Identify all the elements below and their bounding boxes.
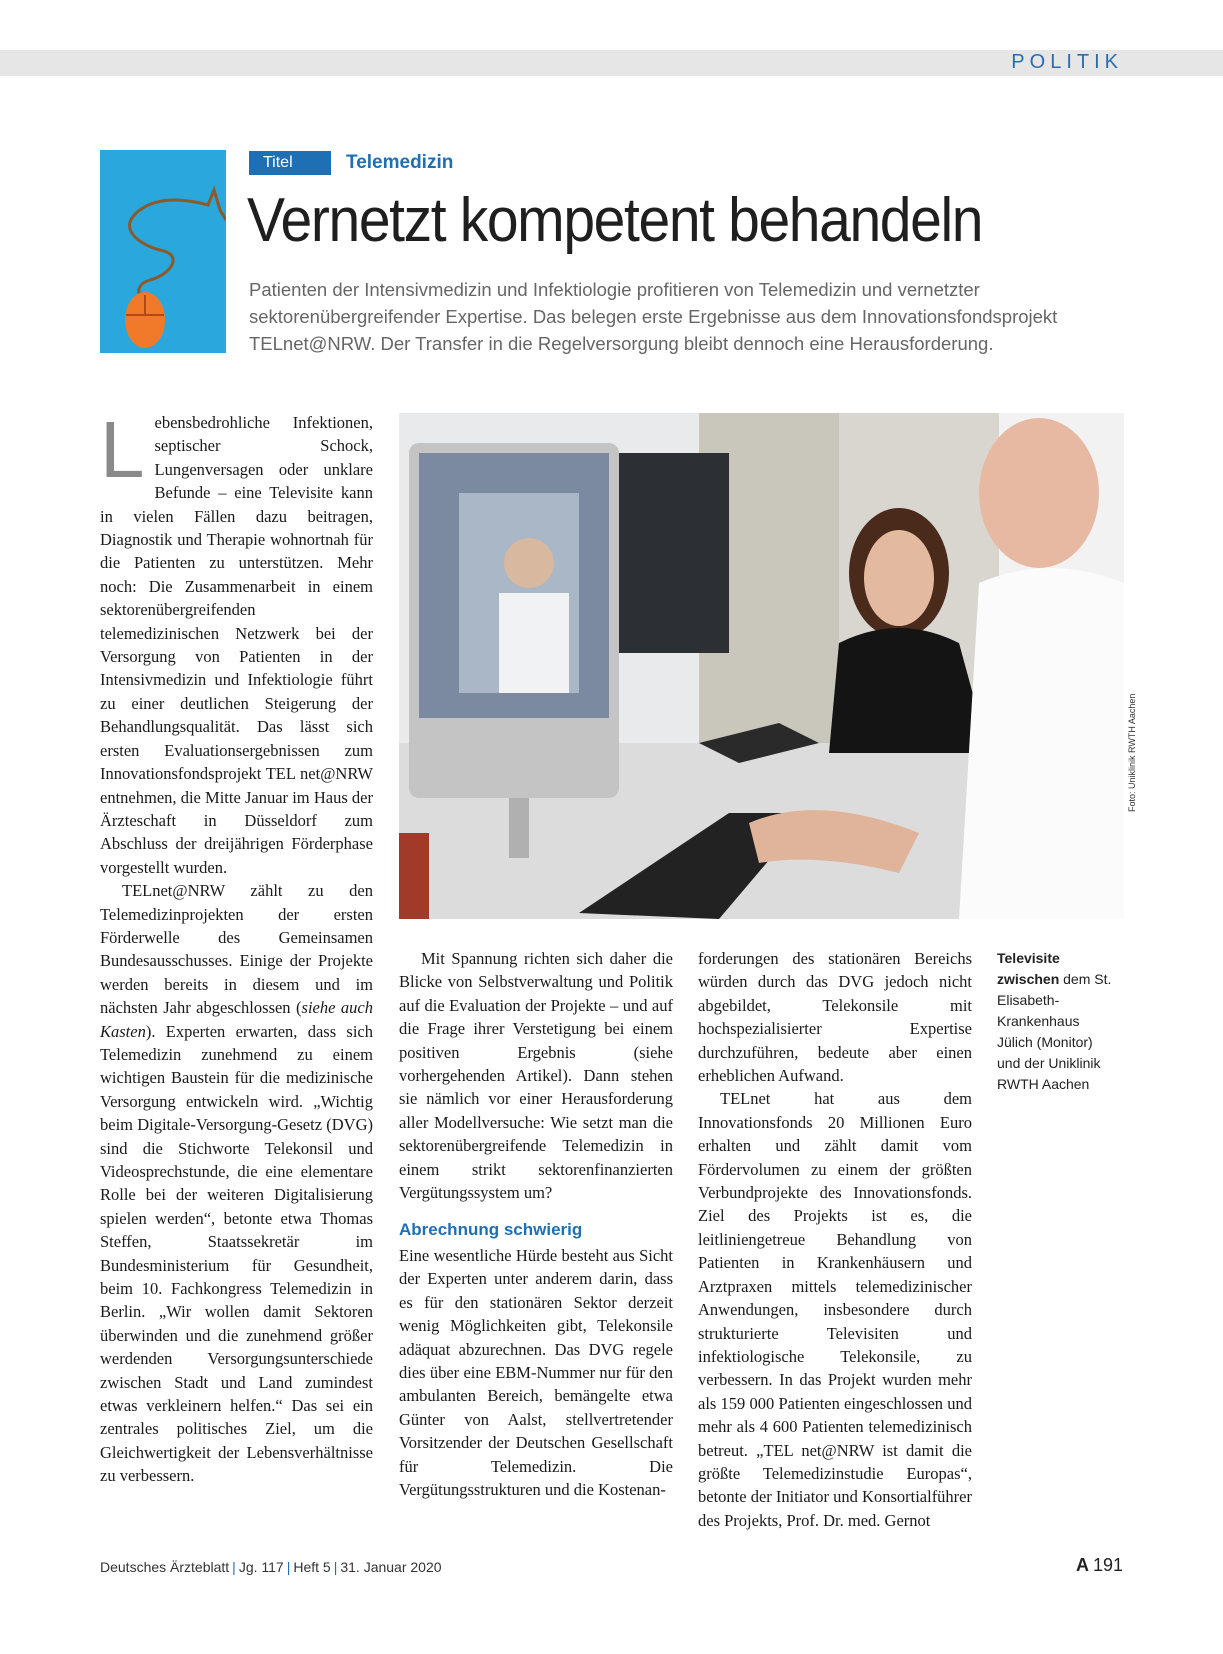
article-photo xyxy=(399,413,1124,919)
paragraph: Mit Spannung richten sich daher die Blicke von Selbstverwaltung und Politik auf die Evaluation der Projekte – und auf die Frage ihrer Verstetigung bei einem positiven Ergebnis (siehe vorhergehenden Artikel). Dann stehen sie nämlich vor einer Herausforderung aller Modellversuche: Wie setzt man die sektorenübergreifende Telemedizin in einem strikt sektorenfinanzierten Vergütungssystem um? xyxy=(399,949,673,1203)
paragraph: TELnet hat aus dem Innovationsfonds 20 Millionen Euro erhalten und zählt damit vom Fördervolumen zu einem der größten Verbundprojekte des Innovationsfonds. Ziel des Projekts ist es, die leitliniengetreue Behandlung von Patienten in Krankenhäusern und Arztpraxen mittels telemedizinischer Anwendungen, insbesondere durch strukturierte Televisiten und infektiologische Telekonsile, zu verbessern. In das Projekt wurden mehr als 159 000 Patienten eingeschlossen und mehr als 4 600 Patienten telemedizinisch betreut. „TEL net@NRW ist damit die größte Telemedizinstudie Europas“, betonte der Initiator und Konsortialführer des Projekts, Prof. Dr. med. Gernot xyxy=(698,1089,972,1530)
telemedizin-mouse-icon xyxy=(100,150,226,353)
subheading: Abrechnung schwierig xyxy=(399,1220,583,1240)
column-1 xyxy=(100,405,373,1488)
footer-volume: Jg. 117 xyxy=(238,1559,284,1575)
kicker-topic: Telemedizin xyxy=(346,152,454,173)
photo-caption: Televisite zwischen dem St. Elisabeth-Krankenhaus Jülich (Monitor) und der Uniklinik RWTH Aachen xyxy=(997,950,1112,1092)
kicker-box: Titel xyxy=(249,151,331,175)
column-3 xyxy=(698,947,972,1532)
paragraph: Lebensbedrohliche Infektionen, septischer Schock, Lungenversagen oder unklare Befunde – eine Televisite kann in vielen Fällen dazu beitragen, Diagnostik und Therapie wohnortnah für die Patienten zu unterstützen. Mehr noch: Die Zusammenarbeit in einem sektorenübergreifenden telemedizinischen Netzwerk bei der Versorgung von Patienten in der Intensivmedizin und Infektiologie führt zu einer deutlichen Steigerung der Behandlungsqualität. Das lässt sich ersten Evaluationsergebnissen zum Innovationsfondsprojekt TEL net@NRW entnehmen, die Mitte Januar im Haus der Ärzteschaft in Düsseldorf zum Abschluss der dreijährigen Förderphase vorgestellt wurden. xyxy=(100,405,373,877)
paragraph: Eine wesentliche Hürde besteht aus Sicht der Experten unter anderem darin, dass es für den stationären Sektor derzeit wenig Möglichkeiten gibt, Telekonsile adäquat abzurechnen. Das DVG regele dies über eine EBM-Nummer nur für den ambulanten Bereich, bemängelte etwa Günter von Aalst, stellvertretender Vorsitzender der Deutschen Gesellschaft für Telemedizin. Die Vergütungsstrukturen und die Kostenan- xyxy=(399,1245,673,1499)
photo-credit: Foto: Uniklinik RWTH Aachen xyxy=(1127,693,1137,812)
column-2 xyxy=(399,947,673,1501)
footer-issue: Heft 5 xyxy=(293,1559,331,1575)
dropcap: L xyxy=(100,405,145,494)
footer-journal: Deutsches Ärzteblatt xyxy=(100,1559,230,1575)
paragraph: forderungen des stationären Bereichs würden durch das DVG jedoch nicht abgebildet, Telekonsile mit hochspezialisierter Expertise durchzuführen, bedeute aber einen erheblichen Aufwand. xyxy=(698,949,972,1086)
page-number: A 191 xyxy=(1075,1555,1123,1575)
article-lead: Patienten der Intensivmedizin und Infektiologie profitieren von Telemedizin und vernetzter sektorenübergreifender Expertise. Das belegen erste Ergebnisse aus dem Innovationsfondsprojekt TELnet@NRW. Der Transfer in die Regelversorgung bleibt dennoch eine Herausforderung. xyxy=(249,279,1058,354)
paragraph: TELnet@NRW zählt zu den Telemedizinprojekten der ersten Förderwelle des Gemeinsamen Bundesausschusses. Einige der Projekte werden bereits in diesem und im nächsten Jahr abgeschlossen (siehe auch Kasten). Experten erwarten, dass sich Telemedizin zunehmend zu einem wichtigen Baustein für die medizinische Versorgung entwickeln wird. „Wichtig beim Digitale-Versorgung-Gesetz (DVG) sind die Stichworte Telekonsil und Videosprechstunde, die eine elementare Rolle bei der weiteren Digitalisierung spielen werden“, betonte etwa Thomas Steffen, Staatssekretär im Bundesministerium für Gesundheit, beim 10. Fachkongress Telemedizin in Berlin. „Wir wollen damit Sektoren überwinden und die zunehmend größer werdenden Versorgungsunterschiede zwischen Stadt und Land zumindest etwas verkleinern helfen.“ Das sei ein zentrales politisches Ziel, um die Gleichwertigkeit der Lebensverhältnisse zu verbessern. xyxy=(100,881,373,1486)
footer: Deutsches Ärzteblatt | Jg. 117 | Heft 5 | 31. Januar 2020 xyxy=(100,1559,442,1575)
section-label: POLITIK xyxy=(1011,51,1123,73)
footer-date: 31. Januar 2020 xyxy=(340,1559,442,1575)
article-title: Vernetzt kompetent behandeln xyxy=(247,186,983,255)
